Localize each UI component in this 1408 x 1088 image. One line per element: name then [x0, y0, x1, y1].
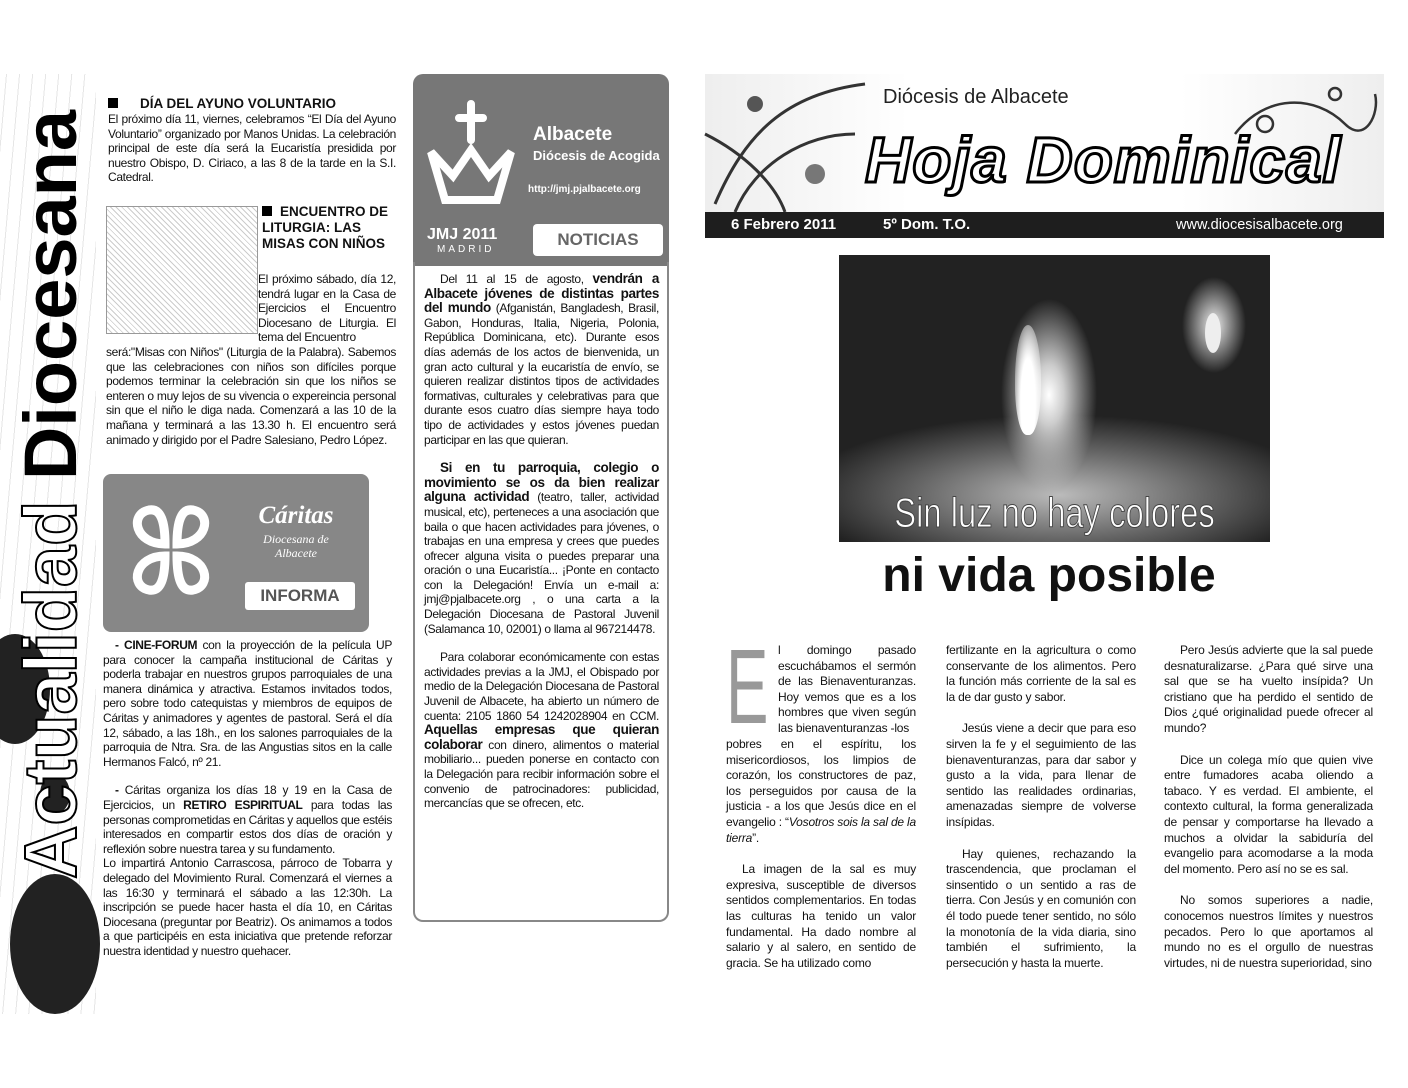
article-col3-p1: Pero Jesús advierte que la sal puede desnaturalizarse. ¿Para qué sirve una sal que se ha vuelto insípida? Un cristiano que ha perdido el sentido de Dios ¿qué originalidad puede ofrecer al mundo? — [1164, 643, 1373, 735]
noticias-p2: Si en tu parroquia, colegio o movimiento se os da bien realizar alguna actividad (teatro, taller, actividad musical, etc), perteneces a una asociación que baila o que hacen actividades para jóvenes, o trabajas en una empresa y crees que puedes ofrecer alguna visita o puedes preparar una oración o una Eucaristía... ¡Ponte en contacto con la Delegación! Envía un e-mail a: jmj@pjalbacete.org , o una carta a la Delegación Diocesana de Pastoral Juvenil (Salamanca 10, 02001) o llama al 967214478. — [424, 460, 659, 636]
children-mass-illustration — [106, 206, 258, 334]
ayuno-heading: DÍA DEL AYUNO VOLUNTARIO — [108, 96, 396, 112]
ayuno-article — [108, 96, 396, 185]
headline-line2: ni vida posible — [882, 549, 1216, 602]
article-col3-p3: No somos superiores a nadie, conocemos nuestros límites y nuestros pecados. Pero lo que aportamos al mundo no es el orgullo de nuestras virtudes, ni de nuestra superioridad, sino — [1164, 893, 1373, 970]
retiro-paragraph: - Cáritas organiza los días 18 y 19 en la Casa de Ejercicios, un RETIRO ESPIRITUAL para todas las personas comprometidas en Cáritas y aquellos que estéis interesados en compartir estos dos días de oración y reflexión sobre nuestra tarea y su fundamento. — [103, 783, 393, 856]
jmj-logo-text: JMJ 2011 — [427, 226, 498, 243]
ornament-swirl-icon — [705, 74, 875, 212]
jmj-banner — [413, 74, 669, 266]
noticias-p3: Para colaborar económicamente con estas actividades previas a la JMJ, el Obispado por medio de la Delegación Diocesana de Pastoral Juvenil de Albacete, ha abierto un número de cuenta: 2105 1860 54 1242028904 en CCM. Aquellas empresas que quieran colaborar con dinero, alimentos o material mobiliario... pueden ponerse en contacto con la Delegación para recibir información sobre el convenio de patrocinadores: publicidad, mercancías que se ofrecen, etc. — [424, 650, 659, 811]
noticias-text — [424, 272, 659, 811]
bullet-icon — [262, 206, 272, 216]
section-title: Actualidad Diocesana — [9, 109, 92, 879]
caritas-text — [103, 638, 392, 958]
candle-flame-distant — [1205, 313, 1221, 353]
caritas-sub2: Albacete — [275, 546, 317, 560]
masthead-title: Hoja Dominical — [865, 124, 1342, 196]
side-strip — [0, 74, 96, 1014]
ink-splash — [10, 874, 100, 1014]
issue-date: 6 Febrero 2011 — [731, 216, 837, 233]
article-col1 — [726, 737, 916, 971]
cineforum-paragraph: - CINE-FORUM con la proyección de la película UP para conocer la campaña institucional de Cáritas y poderla trabajar en nuestros grupos parroquiales de una manera dinámica y atractiva. Estamos invitados todos, pero sobre todo catequistas y miembros de equipos de Cáritas y animadores y agentes de pastoral. Será el día 12, sábado, a las 18h., en los salones parroquiales de la parroquia de Ntra. Sra. de las Angustias sitos en la calle Hermanos Falcó, nº 21. — [103, 638, 392, 769]
article-col2-p2: Jesús viene a decir que para eso sirven la fe y el seguimiento de las bienaventuranzas, para dar sabor y gusto a la vida, para llenar de sentido las realidades ordinarias, amenazadas siempre de volverse insípidas. — [946, 721, 1136, 829]
retiro-details: Lo impartirá Antonio Carrascosa, párroco de Tobarra y delegado del Movimiento Rural. Comenzará el viernes a las 16:30 y terminará el sábado a las 12:30h. La inscripción se puede hacer hasta el día 10, en Cáritas Diocesana (preguntar por Beatriz). Os animamos a todos a que participéis en esta iniciativa que pretende reforzar nuestra identidad y nuestro quehacer. — [103, 856, 392, 958]
noticias-p1: Del 11 al 15 de agosto, vendrán a Albacete jóvenes de distintas partes del mundo (Afganistán, Bangladesh, Brasil, Gabon, Honduras, Italia, Nigeria, Polonia, República Dominicana, etc). Durante esos días además de los actos de bienvenida, un gran acto cultural y la eucaristía de envío, se quieren realizar distintos tipos de actividades formativas, culturales y celebrativas para que durante esos cuatro días siempre haya todo tipo de actividades y estos jóvenes puedan participar en las que quieran. — [424, 271, 659, 447]
jmj-city: Albacete — [533, 124, 613, 145]
article-col2-p3: Hay quienes, rechazando la trascendencia, que proclaman el sinsentido o un sentido a ras de tierra. Con Jesús y en comunión con él todo puede tener sentido, no sólo la monotonía de la vida diaria, sino también el sufrimiento, la persecución y hasta la muerte. — [946, 846, 1136, 970]
article-col1-side: l domingo pasado escuchábamos el sermón de las Bienaventuranzas. Hoy vemos que es a los hombres que viven según las bienaventuranzas -los — [778, 643, 916, 735]
caritas-name: Cáritas — [258, 502, 334, 529]
website-link[interactable]: www.diocesisalbacete.org — [1176, 217, 1343, 233]
caritas-banner — [103, 474, 369, 632]
ayuno-body: El próximo día 11, viernes, celebramos “El Día del Ayuno Voluntario” organizado por Manos Unidas. La celebración principal de este día será la Eucaristía presidida por nuestro Obispo, D. Ciriaco, a las 8 de la tarde en la S.I. Catedral. — [108, 112, 396, 185]
drop-cap: E — [726, 628, 769, 746]
article-col2-p1: fertilizante en la agricultura o como conservante de los alimentos. Pero la función más corriente de la sal es la de dar gusto y sabor. — [946, 643, 1136, 704]
jmj-subtitle: Diócesis de Acogida — [533, 148, 660, 163]
jmj-logo-sub: MADRID — [437, 244, 495, 255]
article-col1-p2: La imagen de la sal es muy expresiva, susceptible de diversos sentidos complementarios. En todas las culturas ha tenido un valor fundamental. Ha dado nombre al salario y al salero, en sentido de gracia. Se ha utilizado como — [726, 862, 916, 970]
encuentro-body-side: El próximo sábado, día 12, tendrá lugar en la Casa de Ejercicios el Encuentro Diocesano de Liturgia. El tema del Encuentro — [258, 272, 396, 345]
article-col1-p1: pobres en el espíritu, los misericordiosos, los limpios de corazón, los constructores de paz, los perseguidos por causa de la justicia - a los que Jesús dice en el evangelio : “Vosotros sois la sal de la tierra”. — [726, 737, 916, 845]
candle-flame — [1015, 325, 1041, 435]
article-col3-p2: Dice un colega mío que quien vive entre fumadores acaba oliendo a tabaco. Y es verdad. El ambiente, el contexto cultural, la forma generalizada de pensar y comportarse ha llevado a muchos a olvidar la sabiduría del evangelio para acomodarse a la moda del momento. Pero así no se es sal. — [1164, 752, 1373, 876]
encuentro-body: será:"Misas con Niños" (Liturgia de la Palabra). Sabemos que las celebraciones con niños son difíciles porque podemos terminar la celebración sin que los niños se enteren o muy lejos de su vivencia o expereincia personal sin que el niño le diga nada. Comenzará a las 10 de la mañana y terminará a las 13.30 h. El encuentro será animado y dirigido por el Padre Salesiano, Pedro López. — [106, 345, 396, 447]
bullet-icon — [108, 98, 118, 108]
noticias-tag: NOTICIAS — [533, 224, 663, 256]
crown-cross-icon — [423, 100, 519, 220]
article-col2 — [946, 643, 1136, 971]
date-band — [705, 212, 1384, 238]
caritas-sub1: Diocesana de — [263, 532, 329, 546]
encuentro-heading: ENCUENTRO DE LITURGIA: LAS MISAS CON NIÑOS — [262, 204, 389, 251]
candle-photo — [839, 255, 1270, 542]
liturgical-sunday: 5º Dom. T.O. — [883, 216, 971, 233]
article-col3 — [1164, 643, 1373, 971]
masthead — [705, 74, 1384, 212]
headline-line1: Sin luz no hay colores — [894, 489, 1215, 536]
caritas-informa-label: INFORMA — [245, 582, 355, 610]
caritas-cross-icon — [115, 496, 227, 604]
jmj-url: http://jmj.pjalbacete.org — [528, 184, 641, 195]
diocese-label: Diócesis de Albacete — [883, 86, 1069, 108]
